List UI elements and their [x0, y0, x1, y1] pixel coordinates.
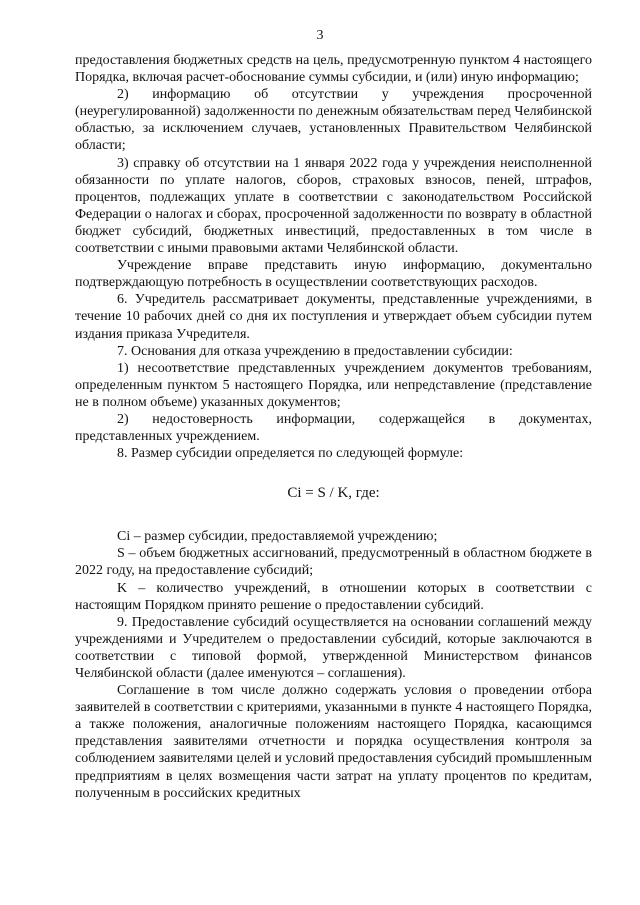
paragraph: Ci – размер субсидии, предоставляемой учреждению;	[117, 529, 438, 545]
paragraph: 8. Размер субсидии определяется по следующей формуле:	[117, 446, 464, 462]
paragraph: K – количество учреждений, в отношении которых в соответствии с настоящим Порядком принято решение о предоставлении субсидий.	[75, 580, 592, 613]
paragraph: Учреждение вправе представить иную информацию, документально подтверждающую потребность в осуществлении соответствующих расходов.	[75, 258, 592, 291]
paragraph: 3) справку об отсутствии на 1 января 2022 года у учреждения неисполненной обязанности по уплате налогов, сборов, страховых взносов, пеней, штрафов, процентов, подлежащих уплате в соответствии с законодательством Российской Федерации о налогах и сборах, просроченной задолженности по возврату в областной бюджет субсидий, бюджетных инвестиций, предоставленных в том числе в соответствии с иными правовыми актами Челябинской области.	[75, 155, 592, 257]
paragraph: предоставления бюджетных средств на цель, предусмотренную пунктом 4 настоящего Порядка, включая расчет-обоснование суммы субсидии, и (или) иную информацию;	[75, 53, 592, 86]
paragraph: S – объем бюджетных ассигнований, предусмотренный в областном бюджете в 2022 году, на предоставление субсидий;	[75, 546, 592, 579]
paragraph: 9. Предоставление субсидий осуществляется на основании соглашений между учреждениями и Учредителем о предоставлении субсидий, которые заключаются в соответствии с типовой формой, утвержденной Министерством финансов Челябинской области (далее именуются – соглашения).	[75, 614, 592, 681]
paragraph: 1) несоответствие представленных учреждением документов требованиям, определенным пунктом 5 настоящего Порядка, или непредставление (представление не в полном объеме) указанных документов;	[75, 360, 592, 410]
paragraph: Соглашение в том числе должно содержать условия о проведении отбора заявителей в соответствии с критериями, указанными в пункте 4 настоящего Порядка, а также положения, аналогичные положениям настоящего Порядка, касающимся представления заявителями отчетности и порядка осуществления контроля за соблюдением заявителями целей и условий предоставления субсидий промышленным предприятиям в целях возмещения части затрат на уплату процентов по кредитам, полученным в российских кредитных	[75, 683, 592, 801]
formula: Ci = S / K, где:	[287, 485, 380, 502]
paragraph: 2) информацию об отсутствии у учреждения просроченной (неурегулированной) задолженности по денежным обязательствам перед Челябинской областью, за исключением случаев, установленных Правительством Челябинской области;	[75, 87, 592, 154]
document-body	[75, 52, 592, 802]
paragraph: 2) недостоверность информации, содержащейся в документах, представленных учреждением.	[75, 411, 592, 445]
paragraph: 6. Учредитель рассматривает документы, представленные учреждениями, в течение 10 рабочих дней со дня их поступления и утверждает объем субсидии путем издания приказа Учредителя.	[75, 292, 592, 342]
paragraph: 7. Основания для отказа учреждению в предоставлении субсидии:	[117, 343, 513, 359]
page-number: 3	[316, 28, 324, 43]
